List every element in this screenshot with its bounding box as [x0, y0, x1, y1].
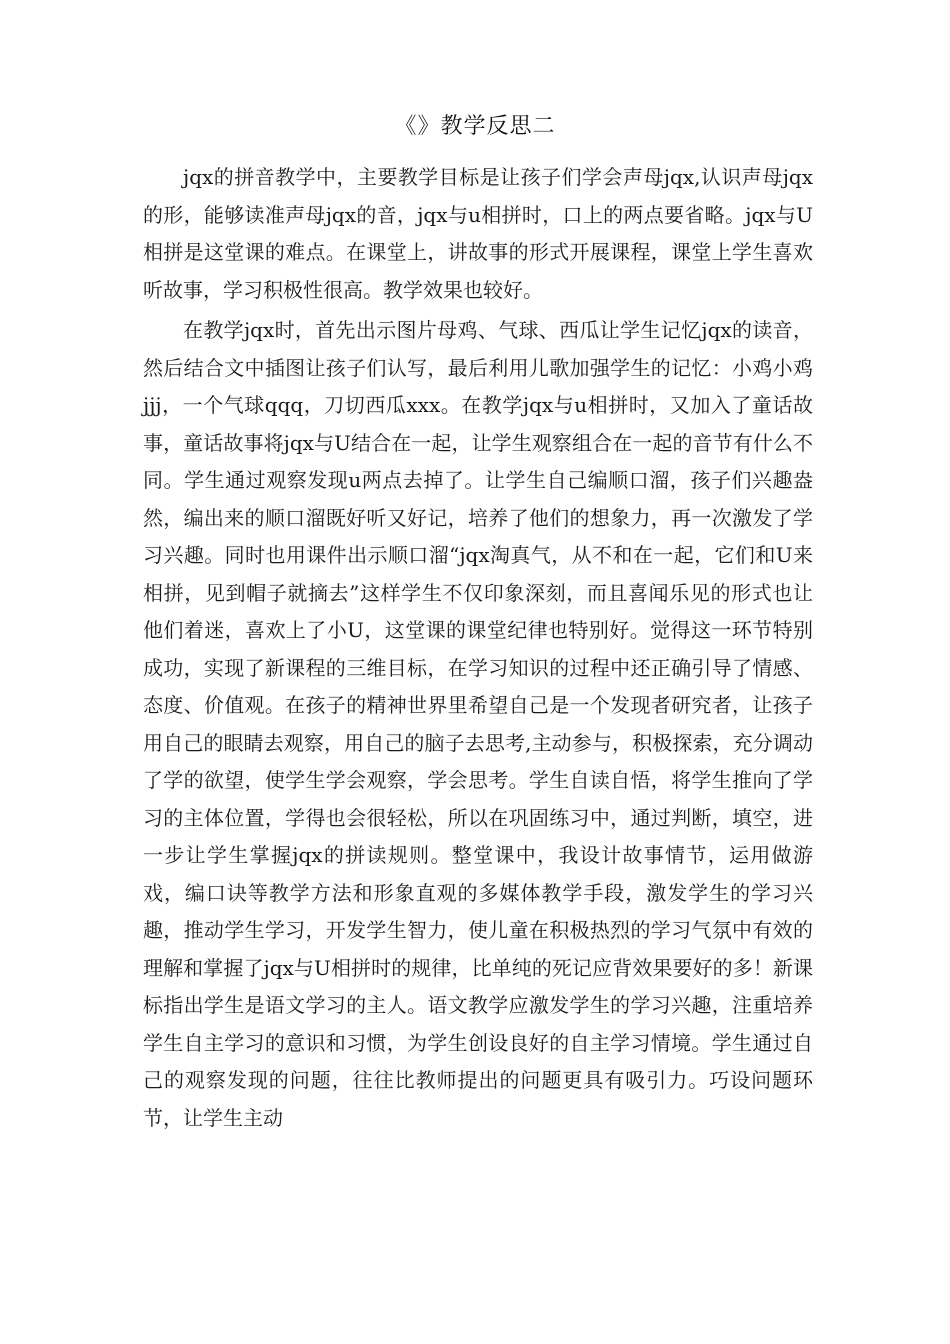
document-body: [143, 159, 813, 1137]
paragraph-1: jqx的拼音教学中，主要教学目标是让孩子们学会声母jqx,认识声母jqx的形，能够读准声母jqx的音，jqx与u相拼时，口上的两点要省略。jqx与U相拼是这堂课的难点。在课堂上，讲故事的形式开展课程，课堂上学生喜欢听故事，学习积极性很高。教学效果也较好。: [143, 165, 813, 302]
paragraph-2: 在教学jqx时，首先出示图片母鸡、气球、西瓜让学生记忆jqx的读音，然后结合文中插图让孩子们认写，最后利用儿歌加强学生的记忆：小鸡小鸡jjj，一个气球qqq，刀切西瓜xxx。在教学jqx与u相拼时，又加入了童话故事，童话故事将jqx与U结合在一起，让学生观察组合在一起的音节有什么不同。学生通过观察发现u两点去掉了。让学生自己编顺口溜，孩子们兴趣盎然，编出来的顺口溜既好听又好记，培养了他们的想象力，再一次激发了学习兴趣。同时也用课件出示顺口溜“jqx淘真气，从不和在一起，它们和U来相拼，见到帽子就摘去”这样学生不仅印象深刻，而且喜闻乐见的形式也让他们着迷，喜欢上了小U，这堂课的课堂纪律也特别好。觉得这一环节特别成功，实现了新课程的三维目标，在学习知识的过程中还正确引导了情感、态度、价值观。在孩子的精神世界里希望自己是一个发现者研究者，让孩子用自己的眼睛去观察，用自己的脑子去思考,主动参与，积极探索，充分调动了学的欲望，使学生学会观察，学会思考。学生自读自悟，将学生推向了学习的主体位置，学得也会很轻松，所以在巩固练习中，通过判断，填空，进一步让学生掌握jqx的拼读规则。整堂课中，我设计故事情节，运用做游戏，编口诀等教学方法和形象直观的多媒体教学手段，激发学生的学习兴趣，推动学生学习，开发学生智力，使儿童在积极热烈的学习气氛中有效的理解和掌握了jqx与U相拼时的规律，比单纯的死记应背效果要好的多！新课标指出学生是语文学习的主人。语文教学应激发学生的学习兴趣，注重培养学生自主学习的意识和习惯，为学生创设良好的自主学习情境。学生通过自己的观察发现的问题，往往比教师提出的问题更具有吸引力。巧设问题环节，让学生主动: [143, 318, 813, 1130]
document-title: 《》教学反思二: [394, 114, 556, 139]
